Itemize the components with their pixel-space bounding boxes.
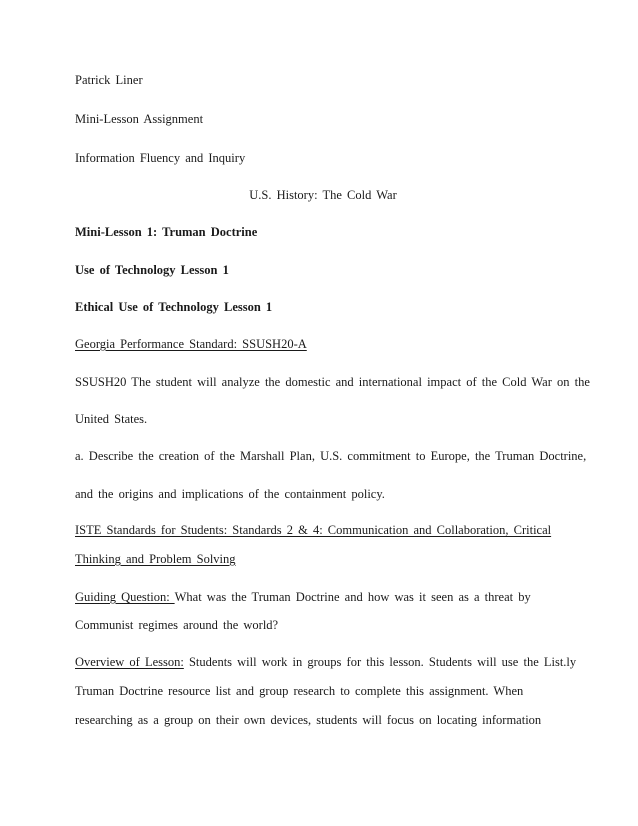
iste-standards-line2: Thinking and Problem Solving — [75, 552, 236, 566]
overview-label: Overview of Lesson: — [75, 655, 184, 669]
lesson-heading: Mini-Lesson 1: Truman Doctrine — [75, 225, 258, 239]
tech-use-heading: Use of Technology Lesson 1 — [75, 263, 229, 277]
part-a-text-line1: a. Describe the creation of the Marshall Plan, U.S. commitment to Europe, the Truman Doctrine, — [75, 449, 587, 463]
part-a-text-line2: and the origins and implications of the containment policy. — [75, 487, 385, 501]
author-name: Patrick Liner — [75, 73, 143, 87]
guiding-question-text: What was the Truman Doctrine and how was it seen as a threat by — [174, 590, 531, 604]
overview-line2: Truman Doctrine resource list and group research to complete this assignment. When — [75, 684, 524, 698]
ssush20-text-line2: United States. — [75, 412, 148, 426]
georgia-standard-label: Georgia Performance Standard: SSUSH20-A — [75, 337, 307, 351]
overview-text: Students will work in groups for this lesson. Students will use the List.ly — [183, 655, 577, 669]
overview-line3: researching as a group on their own devices, students will focus on locating information — [75, 713, 542, 727]
iste-standards-line1: ISTE Standards for Students: Standards 2 & 4: Communication and Collaboration, Critical — [75, 523, 552, 537]
assignment-title: Mini-Lesson Assignment — [75, 112, 204, 126]
overview-line1 — [75, 654, 576, 670]
ssush20-text-line1: SSUSH20 The student will analyze the domestic and international impact of the Cold War on the — [75, 375, 590, 389]
document-title: U.S. History: The Cold War — [249, 188, 397, 202]
guiding-question-label: Guiding Question: — [75, 590, 175, 604]
course-name: Information Fluency and Inquiry — [75, 151, 246, 165]
guiding-question-line1 — [75, 589, 531, 605]
ethical-use-heading: Ethical Use of Technology Lesson 1 — [75, 300, 273, 314]
guiding-question-line2: Communist regimes around the world? — [75, 618, 279, 632]
